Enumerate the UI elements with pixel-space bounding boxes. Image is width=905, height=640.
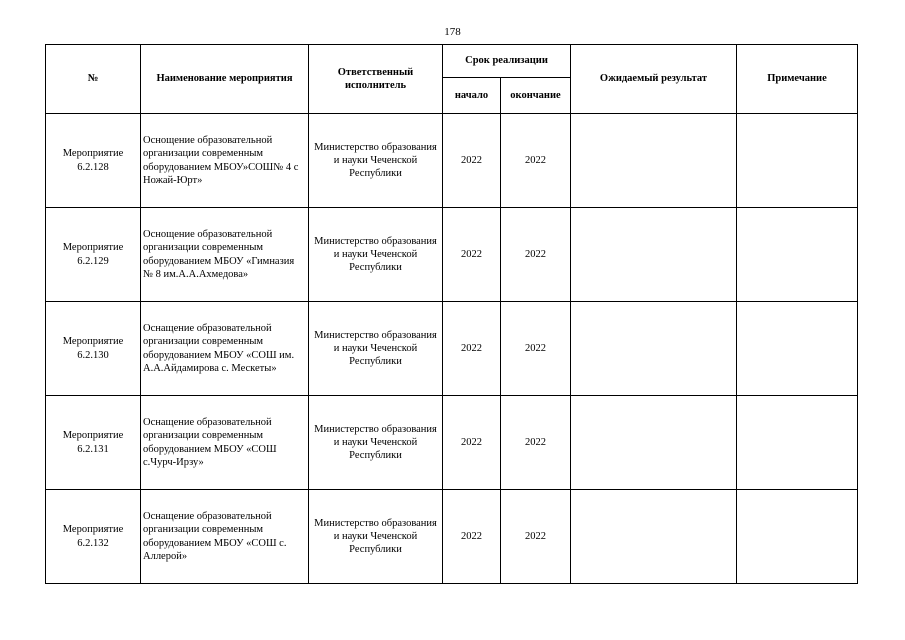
- header-result: Ожидаемый результат: [571, 45, 737, 114]
- measure-name: Оснощение образовательной организации современным оборудованием МБОУ»СОШ№ 4 с Ножай-Юрт»: [141, 114, 309, 208]
- end-year: 2022: [501, 208, 571, 302]
- end-year: 2022: [501, 302, 571, 396]
- expected-result: [571, 396, 737, 490]
- expected-result: [571, 114, 737, 208]
- note: [737, 114, 858, 208]
- header-note: Примечание: [737, 45, 858, 114]
- page-number: 178: [444, 26, 461, 38]
- responsible-executor: Министерство образования и науки Чеченской Республики: [309, 302, 443, 396]
- start-year: 2022: [443, 114, 501, 208]
- end-year: 2022: [501, 396, 571, 490]
- start-year: 2022: [443, 208, 501, 302]
- expected-result: [571, 302, 737, 396]
- start-year: 2022: [443, 490, 501, 584]
- table-row: [46, 208, 858, 302]
- measure-label: Мероприятие: [62, 430, 124, 442]
- measure-name: Оснащение образовательной организации современным оборудованием МБОУ «СОШ с.Чурч-Ирзу»: [141, 396, 309, 490]
- table-row: [46, 490, 858, 584]
- note: [737, 302, 858, 396]
- header-num: №: [46, 45, 141, 114]
- header-period: Срок реализации: [443, 45, 571, 78]
- measure-label: Мероприятие: [62, 336, 124, 348]
- measures-table: [45, 44, 858, 584]
- measure-name: Оснощение образовательной организации современным оборудованием МБОУ «Гимназия № 8 им.А.А.Ахмедова»: [141, 208, 309, 302]
- table-row: [46, 302, 858, 396]
- note: [737, 208, 858, 302]
- measure-code: 6.2.128: [77, 161, 109, 173]
- measure-number-cell: [46, 114, 141, 208]
- measure-code: 6.2.130: [77, 349, 109, 361]
- responsible-executor: Министерство образования и науки Чеченской Республики: [309, 114, 443, 208]
- responsible-executor: Министерство образования и науки Чеченской Республики: [309, 490, 443, 584]
- note: [737, 396, 858, 490]
- measure-label: Мероприятие: [62, 524, 124, 536]
- end-year: 2022: [501, 114, 571, 208]
- measure-number-cell: [46, 208, 141, 302]
- measure-number-cell: [46, 396, 141, 490]
- table-row: [46, 396, 858, 490]
- measure-code: 6.2.132: [77, 537, 109, 549]
- measure-label: Мероприятие: [62, 242, 124, 254]
- header-end: окончание: [501, 78, 571, 114]
- measure-name: Оснащение образовательной организации современным оборудованием МБОУ «СОШ им. А.А.Айдамирова с. Мескеты»: [141, 302, 309, 396]
- header-name: Наименование мероприятия: [141, 45, 309, 114]
- end-year: 2022: [501, 490, 571, 584]
- header-responsible: Ответственный исполнитель: [309, 45, 443, 114]
- responsible-executor: Министерство образования и науки Чеченской Республики: [309, 208, 443, 302]
- start-year: 2022: [443, 302, 501, 396]
- measure-code: 6.2.131: [77, 443, 109, 455]
- table-row: [46, 114, 858, 208]
- expected-result: [571, 490, 737, 584]
- header-start: начало: [443, 78, 501, 114]
- measure-number-cell: [46, 490, 141, 584]
- measure-name: Оснащение образовательной организации современным оборудованием МБОУ «СОШ с. Аллерой»: [141, 490, 309, 584]
- note: [737, 490, 858, 584]
- measure-code: 6.2.129: [77, 255, 109, 267]
- start-year: 2022: [443, 396, 501, 490]
- expected-result: [571, 208, 737, 302]
- measure-number-cell: [46, 302, 141, 396]
- header-row: [46, 45, 858, 78]
- measure-label: Мероприятие: [62, 148, 124, 160]
- responsible-executor: Министерство образования и науки Чеченской Республики: [309, 396, 443, 490]
